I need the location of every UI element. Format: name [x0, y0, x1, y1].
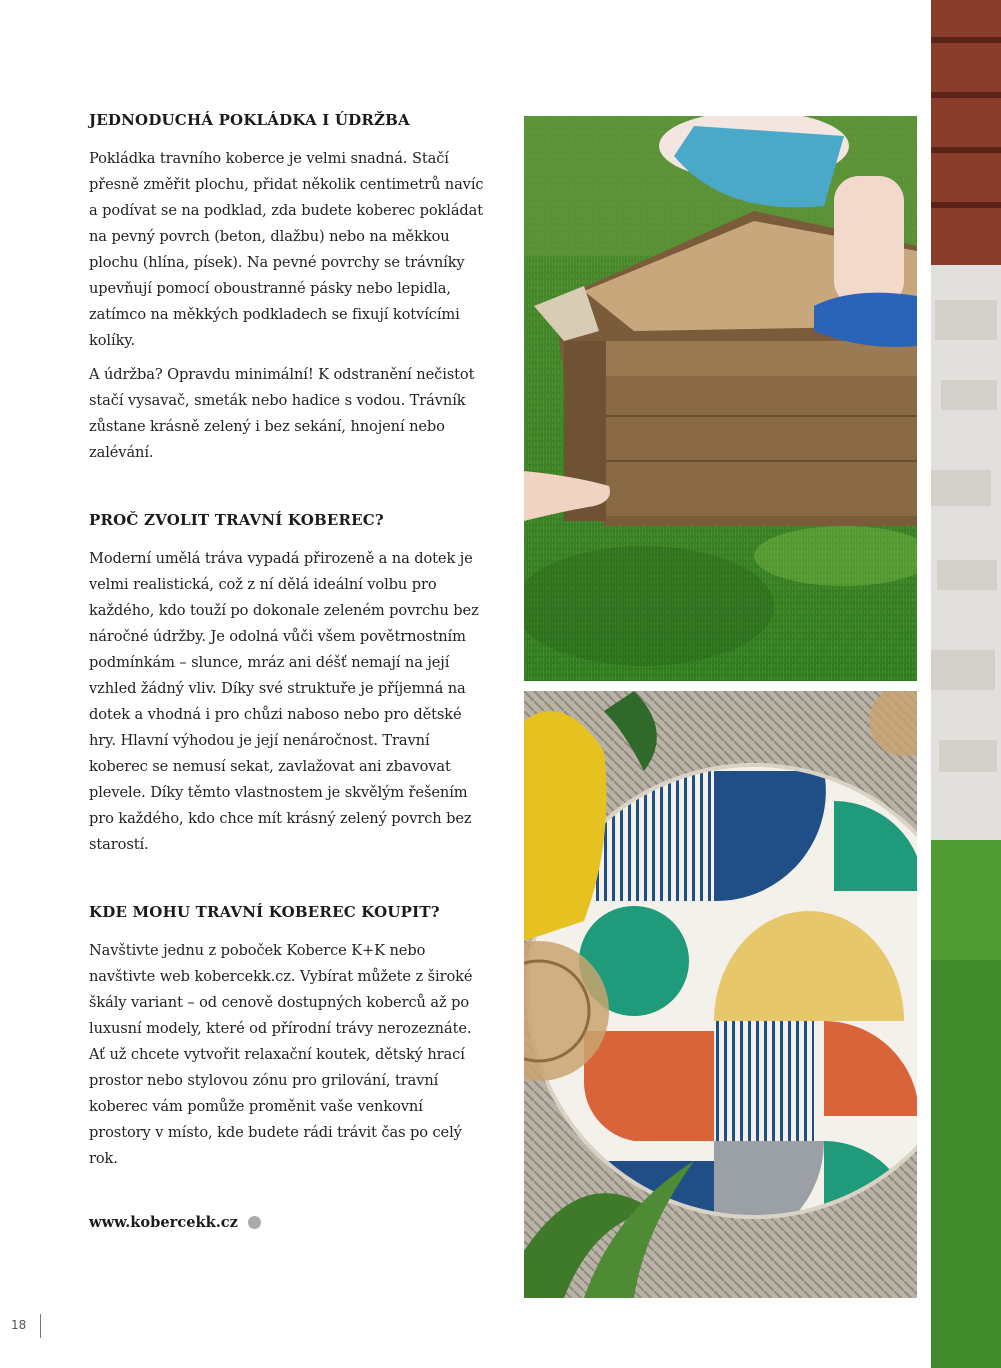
paragraph: Navštivte jednu z poboček Koberce K+K nebo navštivte web kobercekk.cz. Vybírat můžete z široké škály variant – od cenově dostupných koberců až po luxusní modely, které od přírodní trávy nerozeznáte. Ať už chcete vytvořit relaxační koutek, dětský hrací prostor nebo stylovou zónu pro grilování, travní koberec vám pomůže proměnit vaše venkovní prostory v místo, kde budete rádi trávit čas po celý rok.	[89, 942, 473, 1167]
decorative-side-strip	[931, 0, 1001, 1368]
round-rug-photo	[524, 691, 917, 1298]
website-link[interactable]	[89, 1214, 261, 1231]
paragraph: A údržba? Opravdu minimální! K odstranění nečistot stačí vysavač, smeták nebo hadice s vodou. Trávník zůstane krásně zelený i bez sekání, hnojení nebo zalévání.	[89, 366, 475, 461]
website-link-text[interactable]: www.kobercekk.cz	[89, 1214, 238, 1231]
section-heading: KDE MOHU TRAVNÍ KOBEREC KOUPIT?	[89, 903, 440, 921]
paragraph: Moderní umělá tráva vypadá přirozeně a na dotek je velmi realistická, což z ní dělá ideální volbu pro každého, kdo touží po dokonale zeleném povrchu bez náročné údržby. Je odolná vůči všem povětrnostním podmínkám – slunce, mráz ani déšť nemají na její vzhled žádný vliv. Díky své struktuře je příjemná na dotek a vhodná i pro chůzi naboso nebo pro dětské hry. Hlavní výhodou je její nenáročnost. Travní koberec se nemusí sekat, zavlažovat ani zbavovat plevele. Díky těmto vlastnostem je skvělým řešením pro každého, kdo chce mít krásný zelený povrch bez starostí.	[89, 550, 479, 853]
bullet-dot-icon	[248, 1216, 261, 1229]
section-heading: PROČ ZVOLIT TRAVNÍ KOBEREC?	[89, 511, 384, 529]
article-text	[89, 108, 484, 1180]
section-why-choose	[89, 508, 484, 858]
section-where-to-buy	[89, 900, 484, 1172]
page-divider	[40, 1314, 41, 1338]
section-heading: JEDNODUCHÁ POKLÁDKA I ÚDRŽBA	[89, 111, 410, 129]
paragraph: Pokládka travního koberce je velmi snadná. Stačí přesně změřit plochu, přidat několik centimetrů navíc a podívat se na podklad, zda budete koberec pokládat na pevný povrch (beton, dlažbu) nebo na měkkou plochu (hlína, písek). Na pevné povrchy se trávníky upevňují pomocí oboustranné pásky nebo lepidla, zatímco na měkkých podkladech se fixují kotvícími kolíky.	[89, 150, 484, 349]
section-installation	[89, 108, 484, 466]
page-number: 18	[11, 1318, 27, 1332]
sandbox-grass-photo	[524, 116, 917, 681]
